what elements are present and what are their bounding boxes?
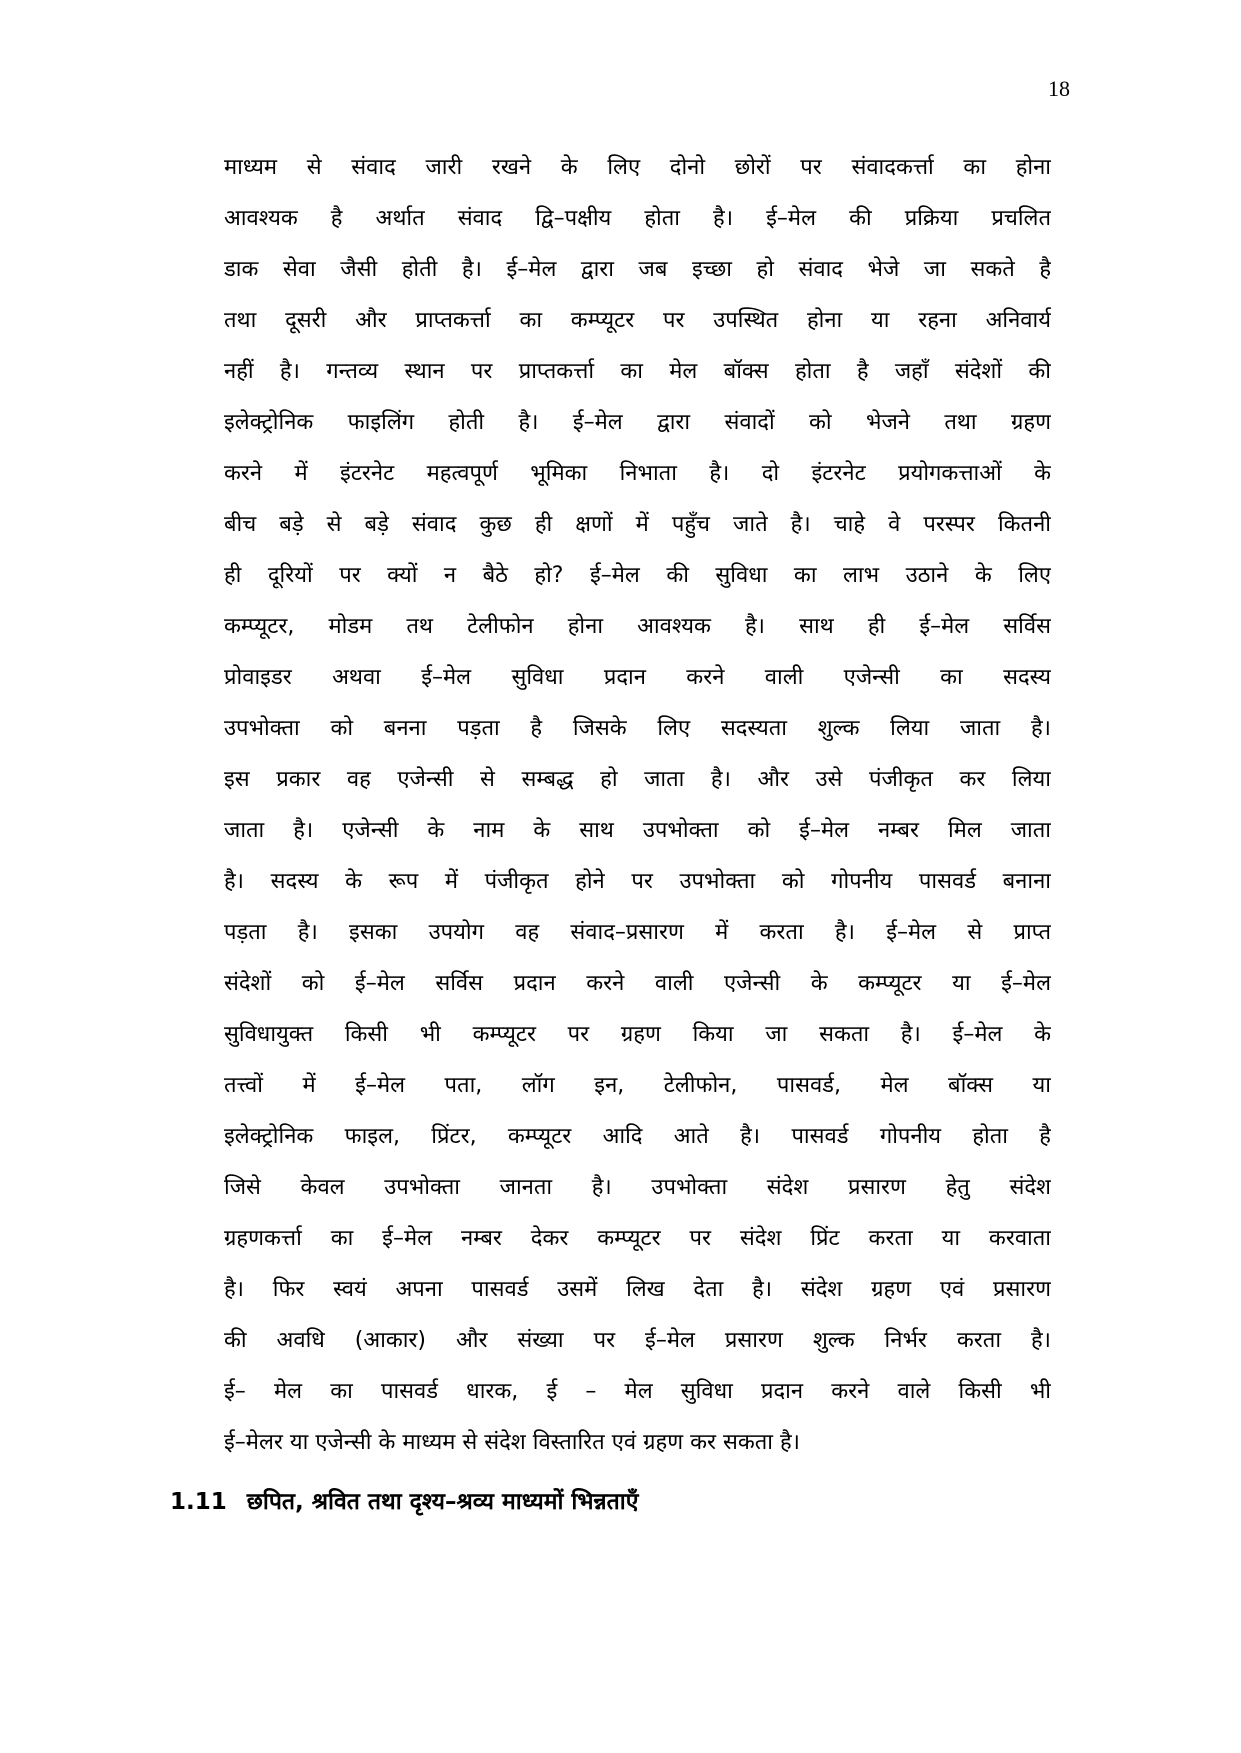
paragraph-line: बीच बड़े से बड़े संवाद कुछ ही क्षणों में पहुँच जाते है। चाहे वे परस्पर कितनी [224, 512, 1051, 537]
paragraph-line: नहीं है। गन्तव्य स्थान पर प्राप्तकर्त्ता का मेल बॉक्स होता है जहाँ संदेशों की [224, 359, 1051, 384]
paragraph-line: ई–मेलर या एजेन्सी के माध्यम से संदेश विस्तारित एवं ग्रहण कर सकता है। [224, 1430, 800, 1455]
paragraph-line: ई– मेल का पासवर्ड धारक, ई – मेल सुविधा प्रदान करने वाले किसी भी [224, 1379, 1051, 1404]
paragraph-line: तत्त्वों में ई–मेल पता, लॉग इन, टेलीफोन, पासवर्ड, मेल बॉक्स या [224, 1073, 1051, 1098]
paragraph-line: संदेशों को ई–मेल सर्विस प्रदान करने वाली एजेन्सी के कम्प्यूटर या ई–मेल [224, 971, 1051, 996]
paragraph-line: जिसे केवल उपभोक्ता जानता है। उपभोक्ता संदेश प्रसारण हेतु संदेश [224, 1175, 1051, 1200]
paragraph-line: है। फिर स्वयं अपना पासवर्ड उसमें लिख देता है। संदेश ग्रहण एवं प्रसारण [224, 1277, 1051, 1302]
page-number: 18 [1048, 76, 1070, 101]
section-number: 1.11 [170, 1489, 227, 1515]
paragraph-line: की अवधि (आकार) और संख्या पर ई–मेल प्रसारण शुल्क निर्भर करता है। [224, 1328, 1051, 1353]
paragraph-line: इस प्रकार वह एजेन्सी से सम्बद्ध हो जाता है। और उसे पंजीकृत कर लिया [224, 767, 1051, 792]
paragraph-line: करने में इंटरनेट महत्वपूर्ण भूमिका निभाता है। दो इंटरनेट प्रयोगकत्ताओं के [224, 461, 1051, 486]
paragraph-line: इलेक्ट्रोनिक फाइलिंग होती है। ई–मेल द्वारा संवादों को भेजने तथा ग्रहण [224, 410, 1051, 435]
paragraph-line: इलेक्ट्रोनिक फाइल, प्रिंटर, कम्प्यूटर आदि आते है। पासवर्ड गोपनीय होता है [224, 1124, 1051, 1149]
paragraph-line: है। सदस्य के रूप में पंजीकृत होने पर उपभोक्ता को गोपनीय पासवर्ड बनाना [224, 869, 1051, 894]
paragraph-line: पड़ता है। इसका उपयोग वह संवाद–प्रसारण में करता है। ई–मेल से प्राप्त [224, 920, 1051, 945]
paragraph-line: सुविधायुक्त किसी भी कम्प्यूटर पर ग्रहण किया जा सकता है। ई–मेल के [224, 1022, 1051, 1047]
paragraph-line: डाक सेवा जैसी होती है। ई–मेल द्वारा जब इच्छा हो संवाद भेजे जा सकते है [224, 257, 1051, 282]
paragraph-line: ही दूरियों पर क्यों न बैठे हो? ई–मेल की सुविधा का लाभ उठाने के लिए [224, 563, 1051, 588]
paragraph-line: प्रोवाइडर अथवा ई–मेल सुविधा प्रदान करने वाली एजेन्सी का सदस्य [224, 665, 1051, 690]
section-heading [170, 1487, 1070, 1517]
paragraph-line: कम्प्यूटर, मोडम तथ टेलीफोन होना आवश्यक है। साथ ही ई–मेल सर्विस [224, 614, 1051, 639]
paragraph-line: आवश्यक है अर्थात संवाद द्वि–पक्षीय होता है। ई–मेल की प्रक्रिया प्रचलित [224, 206, 1051, 231]
paragraph-line: ग्रहणकर्त्ता का ई–मेल नम्बर देकर कम्प्यूटर पर संदेश प्रिंट करता या करवाता [224, 1226, 1051, 1251]
paragraph-line: उपभोक्ता को बनना पड़ता है जिसके लिए सदस्यता शुल्क लिया जाता है। [224, 716, 1051, 741]
section-title: छपित, श्रवित तथा दृश्य–श्रव्य माध्यमों भिन्नताएँ [246, 1489, 639, 1515]
body-paragraph [224, 148, 1051, 1474]
paragraph-line: माध्यम से संवाद जारी रखने के लिए दोनो छोरों पर संवादकर्त्ता का होना [224, 155, 1051, 180]
paragraph-line: तथा दूसरी और प्राप्तकर्त्ता का कम्प्यूटर पर उपस्थित होना या रहना अनिवार्य [224, 308, 1051, 333]
paragraph-line: जाता है। एजेन्सी के नाम के साथ उपभोक्ता को ई–मेल नम्बर मिल जाता [224, 818, 1051, 843]
